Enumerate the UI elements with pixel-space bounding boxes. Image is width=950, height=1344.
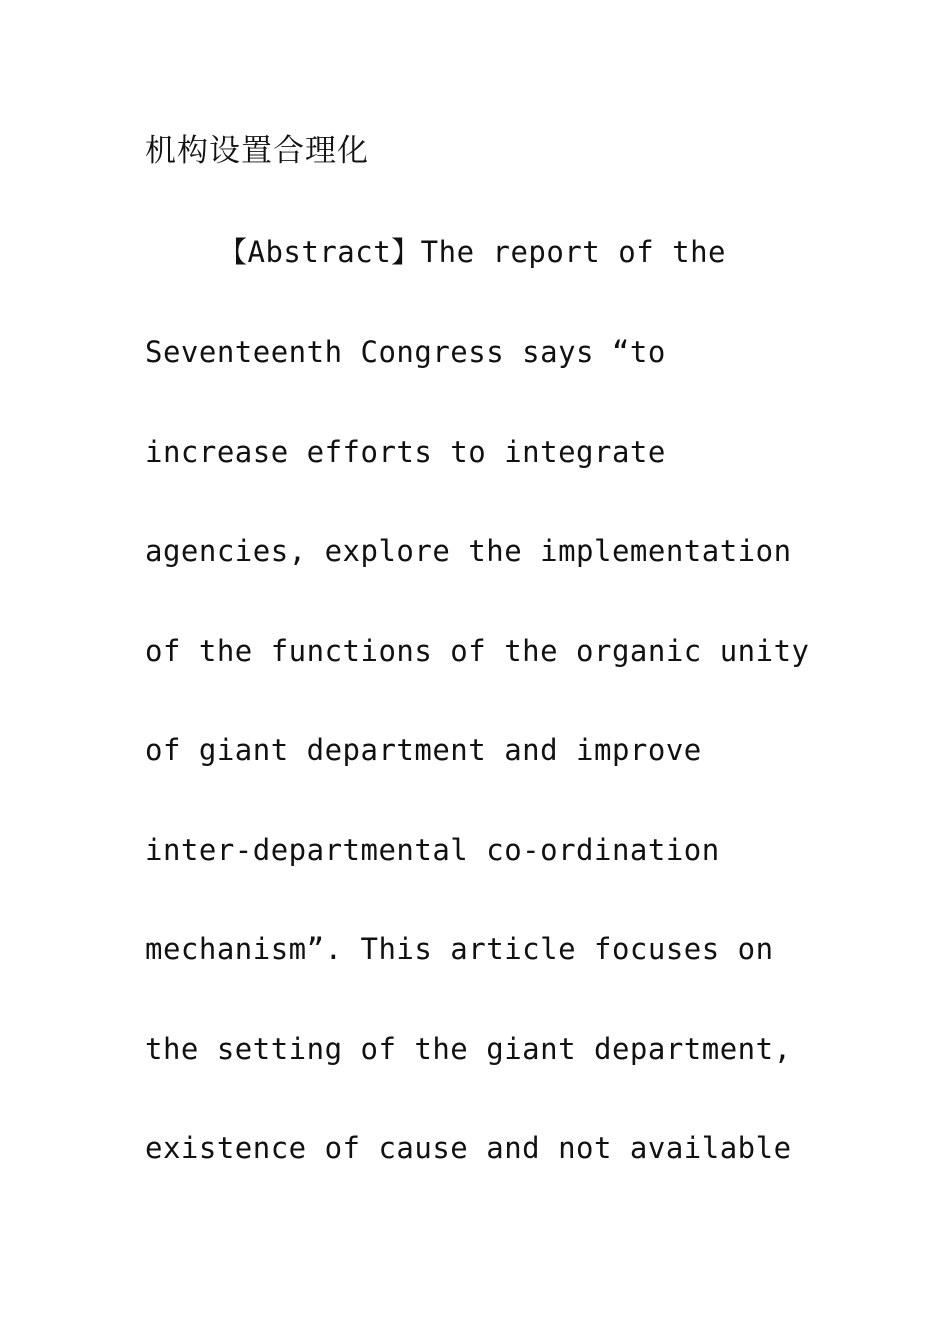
abstract-line: of the functions of the organic unity xyxy=(145,634,810,668)
abstract-line: existence of cause and not available xyxy=(145,1131,792,1165)
abstract-line: 【Abstract】The report of the xyxy=(218,235,726,269)
abstract-line: the setting of the giant department, xyxy=(145,1032,792,1066)
abstract-line: of giant department and improve xyxy=(145,733,702,767)
abstract-line: agencies, explore the implementation xyxy=(145,534,792,568)
abstract-line: mechanism”. This article focuses on xyxy=(145,932,774,966)
abstract-line: Seventeenth Congress says “to xyxy=(145,335,666,369)
abstract-line: inter-departmental co-ordination xyxy=(145,833,720,867)
document-title: 机构设置合理化 xyxy=(145,133,369,169)
abstract-line: increase efforts to integrate xyxy=(145,435,666,469)
